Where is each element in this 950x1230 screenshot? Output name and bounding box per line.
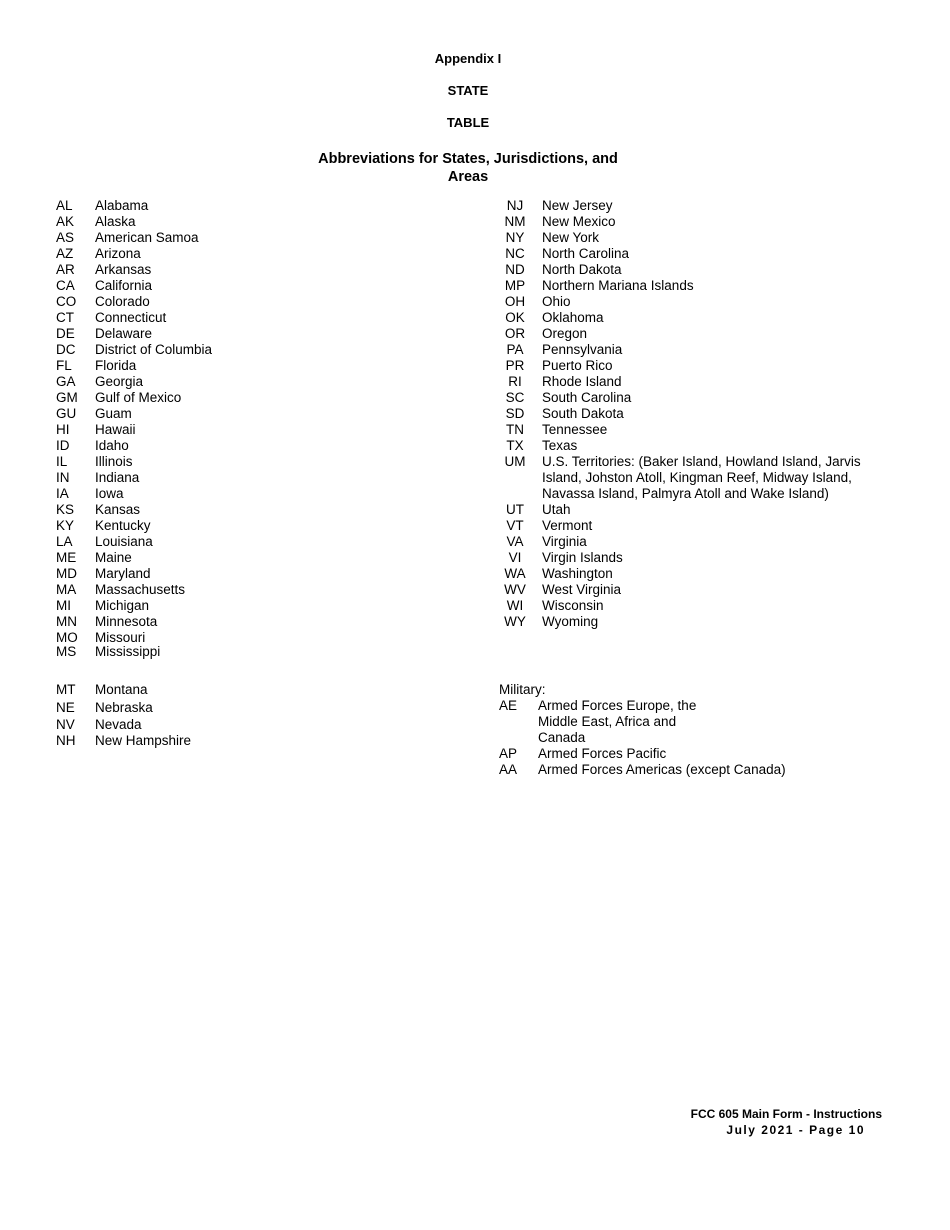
- abbreviation: ND: [505, 262, 525, 277]
- abbreviation: KY: [56, 518, 75, 533]
- full-name: Puerto Rico: [542, 358, 613, 373]
- abbreviation: VI: [508, 550, 522, 565]
- full-name: South Carolina: [542, 390, 632, 405]
- full-name: Arizona: [95, 246, 141, 261]
- footer-date-page: July 2021 - Page 10: [726, 1123, 865, 1137]
- full-name: Maine: [95, 550, 132, 565]
- full-name: American Samoa: [95, 230, 199, 245]
- abbreviation: HI: [56, 422, 70, 437]
- full-name: Armed Forces Pacific: [538, 746, 667, 761]
- full-name: Florida: [95, 358, 137, 373]
- full-name: Kentucky: [95, 518, 151, 533]
- full-name: Massachusetts: [95, 582, 186, 597]
- abbreviation: ID: [56, 438, 70, 453]
- full-name: Oregon: [542, 326, 588, 341]
- abbreviation: MI: [56, 598, 71, 613]
- full-name: Oklahoma: [542, 310, 604, 325]
- abbreviation: UM: [504, 454, 526, 469]
- abbreviation: FL: [56, 358, 72, 373]
- military-label: Military:: [499, 682, 546, 697]
- state-heading: STATE: [447, 83, 489, 98]
- abbreviation: AL: [56, 198, 73, 213]
- abbreviation: WY: [504, 614, 526, 629]
- full-name: Mississippi: [95, 644, 161, 659]
- abbreviation: NM: [504, 214, 526, 229]
- full-name: Tennessee: [542, 422, 608, 437]
- abbreviation: AK: [56, 214, 75, 229]
- abbreviation: OR: [504, 326, 526, 341]
- abbreviation: MP: [504, 278, 526, 293]
- abbreviation: KS: [56, 502, 75, 517]
- abbreviation: VT: [506, 518, 524, 533]
- full-name: New Mexico: [542, 214, 616, 229]
- full-name-continued: Middle East, Africa and: [538, 714, 677, 729]
- full-name: West Virginia: [542, 582, 622, 597]
- full-name: California: [95, 278, 153, 293]
- full-name: Armed Forces Americas (except Canada): [538, 762, 786, 777]
- abbreviation: AS: [56, 230, 75, 245]
- full-name: Armed Forces Europe, the: [538, 698, 697, 713]
- full-name: New York: [542, 230, 600, 245]
- full-name: Wisconsin: [542, 598, 604, 613]
- full-name: District of Columbia: [95, 342, 213, 357]
- abbreviation: AE: [499, 698, 518, 713]
- full-name: Gulf of Mexico: [95, 390, 182, 405]
- abbreviation: SC: [505, 390, 525, 405]
- abbreviation: NH: [56, 733, 76, 748]
- full-name: Colorado: [95, 294, 150, 309]
- full-name: North Carolina: [542, 246, 630, 261]
- abbreviation: LA: [56, 534, 73, 549]
- full-name: Minnesota: [95, 614, 158, 629]
- full-name: Rhode Island: [542, 374, 622, 389]
- full-name: Nevada: [95, 717, 142, 732]
- abbreviation: AA: [499, 762, 518, 777]
- full-name: Michigan: [95, 598, 150, 613]
- abbreviation: NJ: [506, 198, 524, 213]
- abbreviation: AZ: [56, 246, 74, 261]
- abbreviation: CA: [56, 278, 75, 293]
- abbreviation: MD: [56, 566, 77, 581]
- full-name: Georgia: [95, 374, 144, 389]
- abbreviation: WV: [504, 582, 526, 597]
- full-name: Vermont: [542, 518, 593, 533]
- abbreviation: VA: [506, 534, 524, 549]
- abbreviation: MN: [56, 614, 77, 629]
- full-name: North Dakota: [542, 262, 622, 277]
- abbreviation: WA: [504, 566, 526, 581]
- full-name: Ohio: [542, 294, 571, 309]
- abbreviation: AP: [499, 746, 518, 761]
- abbreviation: WI: [506, 598, 524, 613]
- full-name: Virginia: [542, 534, 587, 549]
- full-name: Texas: [542, 438, 578, 453]
- full-name: Iowa: [95, 486, 124, 501]
- abbreviation: SD: [505, 406, 525, 421]
- abbreviation: RI: [508, 374, 522, 389]
- abbreviation: GA: [56, 374, 76, 389]
- full-name-continued: Island, Johston Atoll, Kingman Reef, Midway Island,: [542, 470, 852, 485]
- page-footer: [691, 1106, 882, 1138]
- abbreviation: CO: [56, 294, 77, 309]
- appendix-heading: Appendix I: [434, 51, 502, 66]
- abbreviation: MT: [56, 682, 76, 697]
- full-name: Utah: [542, 502, 571, 517]
- abbreviation: AR: [56, 262, 75, 277]
- abbreviation: ME: [56, 550, 77, 565]
- full-name: U.S. Territories: (Baker Island, Howland Island, Jarvis: [542, 454, 861, 469]
- abbreviation: NY: [505, 230, 525, 245]
- abbreviation: DC: [56, 342, 76, 357]
- full-name: Pennsylvania: [542, 342, 623, 357]
- full-name: Northern Mariana Islands: [542, 278, 694, 293]
- abbreviation: IA: [56, 486, 69, 501]
- abbreviation: MS: [56, 644, 77, 659]
- full-name: Nebraska: [95, 700, 153, 715]
- full-name: Maryland: [95, 566, 151, 581]
- full-name: Delaware: [95, 326, 153, 341]
- full-name: Idaho: [95, 438, 129, 453]
- abbreviation: CT: [56, 310, 74, 325]
- full-name: Kansas: [95, 502, 141, 517]
- abbreviation: GM: [56, 390, 78, 405]
- full-name: Connecticut: [95, 310, 167, 325]
- abbreviation: IL: [56, 454, 68, 469]
- abbreviation: NC: [505, 246, 525, 261]
- full-name: Hawaii: [95, 422, 136, 437]
- full-name: New Jersey: [542, 198, 613, 213]
- abbreviation: OK: [505, 310, 525, 325]
- title-line-2: Areas: [447, 169, 489, 185]
- full-name-continued: Canada: [538, 730, 586, 745]
- full-name: Montana: [95, 682, 148, 697]
- table-heading: TABLE: [446, 115, 490, 130]
- full-name: Washington: [542, 566, 613, 581]
- abbreviation: MA: [56, 582, 77, 597]
- full-name: Louisiana: [95, 534, 153, 549]
- page-title: [0, 150, 936, 186]
- full-name: Illinois: [95, 454, 133, 469]
- abbreviation: MO: [56, 630, 78, 645]
- abbreviation: NE: [56, 700, 75, 715]
- full-name: Alaska: [95, 214, 136, 229]
- abbreviation: DE: [56, 326, 75, 341]
- full-name: Indiana: [95, 470, 140, 485]
- abbreviation: NV: [56, 717, 75, 732]
- abbreviation: TX: [506, 438, 524, 453]
- footer-form-title: FCC 605 Main Form - Instructions: [690, 1107, 882, 1121]
- abbreviation: IN: [56, 470, 70, 485]
- abbreviation: UT: [506, 502, 524, 517]
- full-name: South Dakota: [542, 406, 624, 421]
- abbreviation: GU: [56, 406, 77, 421]
- abbreviation: TN: [506, 422, 524, 437]
- title-line-1: Abbreviations for States, Jurisdictions, and: [318, 151, 618, 167]
- full-name: Guam: [95, 406, 132, 421]
- full-name: Missouri: [95, 630, 146, 645]
- abbreviation: PR: [505, 358, 525, 373]
- full-name: Wyoming: [542, 614, 599, 629]
- full-name: Virgin Islands: [542, 550, 623, 565]
- abbreviation: OH: [504, 294, 526, 309]
- full-name: Alabama: [95, 198, 149, 213]
- full-name: Arkansas: [95, 262, 152, 277]
- abbreviation: PA: [506, 342, 524, 357]
- full-name-continued: Navassa Island, Palmyra Atoll and Wake Island): [542, 486, 829, 501]
- full-name: New Hampshire: [95, 733, 192, 748]
